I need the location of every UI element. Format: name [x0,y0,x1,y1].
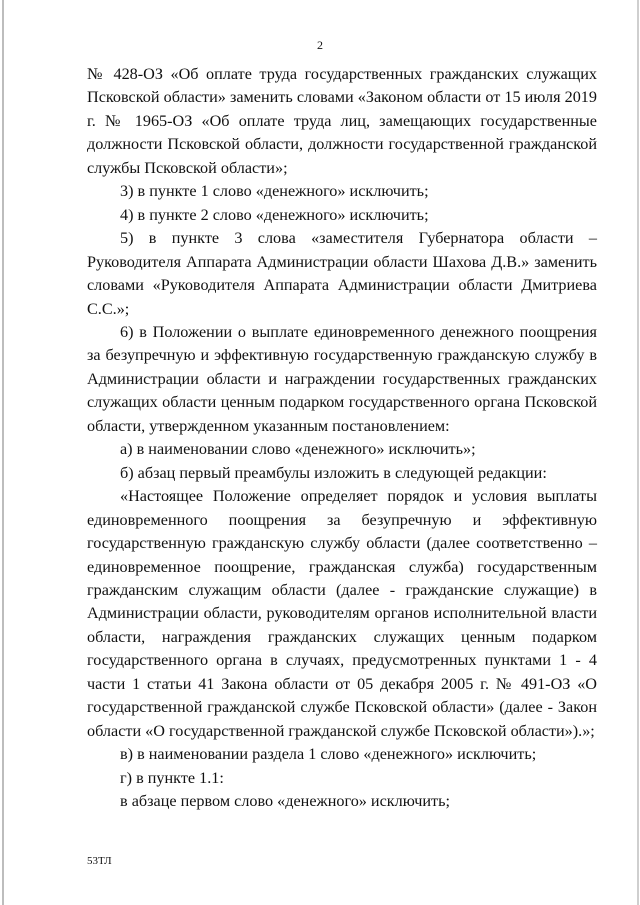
scan-edge-left [2,0,4,905]
paragraph-item-4: 4) в пункте 2 слово «денежного» исключить; [120,205,429,224]
paragraph-subitem-b: б) абзац первый преамбулы изложить в следующей редакции: [120,463,547,482]
paragraph-item-5: 5) в пункте 3 слова «заместителя Губернатора области – Руководителя Аппарата Администрации области Шахова Д.В.» заменить словами «Руководителя Аппарата Администрации области Дмитриева С.С.»; [87,229,597,318]
paragraph-first-indent: в абзаце первом слово «денежного» исключить; [120,792,450,811]
paragraph-preamble-quote: «Настоящее Положение определяет порядок и условия выплаты единовременного поощрения за безупречную и эффективную государственную гражданскую службу области (далее соответственно – единовременное поощрение, гражданская служба) государственным гражданским служащим области (далее - гражданские служащие) в Администрации области, руководителям органов исполнительной власти области, награждения гражданских служащих ценным подарком государственного органа в случаях, предусмотренных пунктами 1 - 4 части 1 статьи 41 Закона области от 05 декабря 2005 г. № 491-ОЗ «О государственной гражданской службе Псковской области» (далее - Закон области «О государственной гражданской службе Псковской области»).»; [87,487,597,740]
page-number: 2 [317,38,323,52]
paragraph-item-6: 6) в Положении о выплате единовременного денежного поощрения за безупречную и эффективную государственную гражданскую службу в Администрации области и награждении государственных гражданских служащих области ценным подарком государственного органа Псковской области, утвержденном указанным постановлением: [87,322,597,435]
paragraph-subitem-a: а) в наименовании слово «денежного» исключить»; [120,440,476,459]
paragraph-subitem-g: г) в пункте 1.1: [120,768,224,787]
document-code: 53ТЛ [87,855,112,867]
document-body [87,63,597,814]
paragraph-item-3: 3) в пункте 1 слово «денежного» исключить; [120,182,429,201]
scan-edge-right [637,0,639,905]
paragraph-subitem-v: в) в наименовании раздела 1 слово «денежного» исключить; [120,745,537,764]
paragraph-law-reference: № 428-ОЗ «Об оплате труда государственных гражданских служащих Псковской области» заменить словами «Законом области от 15 июля 2019 г. № 1965-ОЗ «Об оплате труда лиц, замещающих государственные должности Псковской области, должности государственной гражданской службы Псковской области»; [87,65,597,177]
